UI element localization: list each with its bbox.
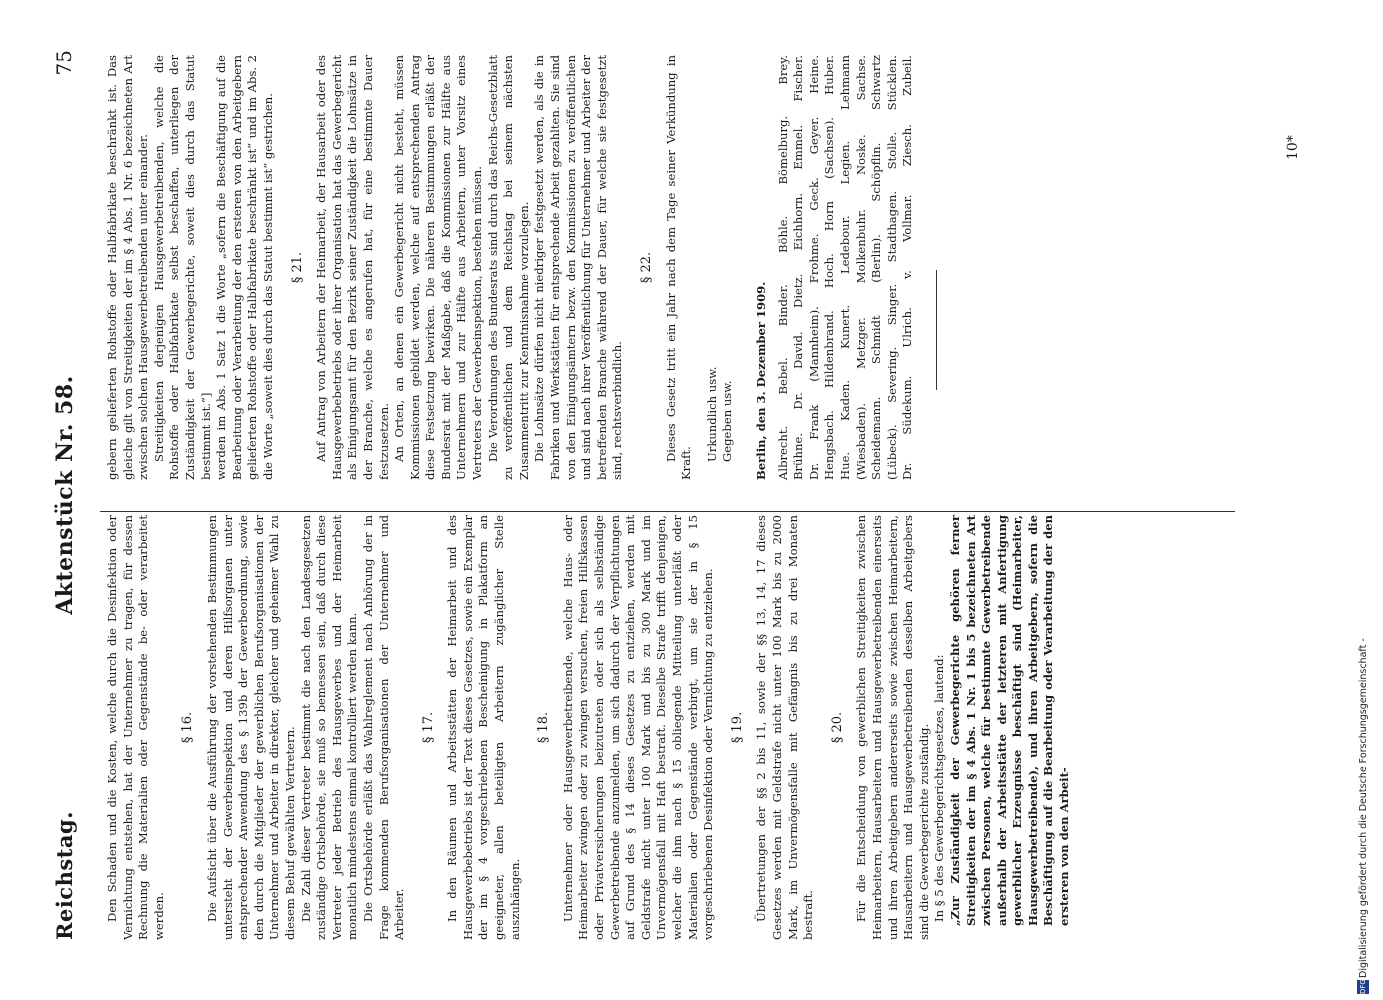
closing-formula: Urkundlich usw. bbox=[704, 366, 719, 462]
quoted-law-text: „Zur Zuständigkeit der Gewerbegerichte gehören ferner Streitigkeiten der im § 4 Abs. 1 Nr. 1 bis 5 bezeichneten Art zwischen Personen, welche für bestimmte Gewerbetreibende außerhalb der Arbeitsstätte der letzteren mit Anfertigung gewerblicher Erzeugnisse beschäftigt sind (Heimarbeiter, Hausgewerbetreibende), und ihren Arbeitgebern, sofern die Beschäftigung auf die Bearbeitung oder Verarbeitung der den ersteren von den Arbeit- bbox=[947, 515, 1072, 926]
paragraph: werden im Abs. 1 Satz 1 die Worte „sofern die Beschäftigung auf die Bearbeitung oder Verarbeitung der den ersteren von den Arbeitgebern gelieferten Rohstoffe oder Halbfabrikate beschränkt ist“ und im Abs. 2 die Worte „soweit dies durch das Statut bestimmt ist“ gestrichen. bbox=[214, 55, 275, 480]
closing-formula: Gegeben usw. bbox=[720, 380, 735, 462]
signer-row: Dr. Frank (Mannheim). Frohme. Geck. Geyer. Heine. bbox=[806, 55, 821, 480]
page-header bbox=[52, 50, 84, 940]
paragraph: Unternehmer oder Hausgewerbetreibende, welche Haus- oder Heimarbeiter zwingen oder zu zwingen versuchen, freien Hilfskassen oder Privatversicherungen beizutreten oder sich als selbständige Gewerbetreibende anzumelden, um sich dadurch der Verpflichtungen auf Grund des § 14 dieses Gesetzes zu entziehen, werden mit Geldstrafe nicht unter 100 Mark und bis zu 300 Mark und im Unvermögensfall mit Haft bestraft. Dieselbe Strafe trifft denjenigen, welcher die ihm nach § 15 obliegende Mitteilung unterläßt oder Materialien oder Gegenstände verbirgt, um sie der in § 15 vorgeschriebenen Desinfektion oder Vernichtung zu entziehen. bbox=[560, 515, 716, 940]
section-heading: § 20. bbox=[829, 711, 845, 744]
paragraph: gebern gelieferten Rohstoffe oder Halbfabrikate beschränkt ist. Das gleiche gilt von Streitigkeiten der im § 4 Abs. 1 Nr. 6 bezeichneten Art zwischen solchen Hausgewerbetreibenden unter einander. bbox=[105, 55, 151, 480]
paragraph: Die Aufsicht über die Ausführung der vorstehenden Bestimmungen untersteht der Gewerbeinspektion und deren Hilfsorganen unter entsprechender Anwendung des § 139b der Gewerbeordnung, sowie den durch die Mitglieder der gewerblichen Berufsorganisationen der Unternehmer und Arbeiter in direkter, gleicher und geheimer Wahl zu diesem Behuf gewählten Vertretern. bbox=[204, 515, 297, 940]
paragraph: Den Schaden und die Kosten, welche durch die Desinfektion oder Vernichtung entstehen, hat der Unternehmer zu tragen, für dessen Rechnung die Materialien oder Gegenstände be- oder verarbeitet werden. bbox=[105, 515, 166, 940]
signer-row: Scheidemann. Schmidt (Berlin). Schöpflin. Schwartz bbox=[869, 55, 884, 480]
paragraph: Die Ortsbehörde erläßt das Wahlreglement nach Anhörung der in Frage kommenden Berufsorganisationen der Unternehmer und Arbeiter. bbox=[360, 515, 407, 940]
signer-row: Dr. Südekum. Ulrich. v. Vollmar. Ziesch. Zubeil. bbox=[900, 55, 915, 480]
signature-mark: 10* bbox=[1285, 135, 1301, 160]
paragraph: Die Zahl dieser Vertreter bestimmt die nach den Landesgesetzen zuständige Ortsbehörde, sie muß so bemessen sein, daß durch diese Vertreter jeder Betrieb des Hausgewerbes und der Heimarbeit monatlich mindestens einmal kontrolliert werden kann. bbox=[298, 515, 360, 940]
paragraph: An Orten, an denen ein Gewerbegericht nicht besteht, müssen Kommissionen gebildet werden, welche auf entsprechenden Antrag diese Festsetzung bewirken. Die näheren Bestimmungen erläßt der Bundesrat mit der Maßgabe, daß die Kommissionen zur Hälfte aus Unternehmern und zur Hälfte aus Arbeitern, unter Vorsitz eines Vertreters der Gewerbeinspektion, bestehen müssen. bbox=[392, 55, 485, 480]
dfg-logo: DFG bbox=[1359, 979, 1367, 994]
paragraph: Streitigkeiten derjenigen Hausgewerbetreibenden, welche die Rohstoffe oder Halbfabrikate selbst beschaffen, unterliegen der Zuständigkeit der Gewerbegerichte, soweit dies durch das Statut bestimmt ist.“] bbox=[151, 55, 213, 480]
paragraph: Die Lohnsätze dürfen nicht niedriger festgesetzt werden, als die in Fabriken und Werkstätten für entsprechende Arbeit gezahlten. Sie sind von den Einigungsämtern bezw. den Kommissionen zu veröffentlichen und sind nach ihrer Veröffentlichung für Unternehmer und Arbeiter der betreffenden Branche während der Dauer, für welche sie festgesetzt sind, rechtsverbindlich. bbox=[532, 55, 625, 480]
section-heading: § 18. bbox=[536, 711, 552, 744]
signer-row: Brühne. Dr. David. Dietz. Eichhorn. Emmel. Fischer. bbox=[791, 55, 806, 480]
signatories bbox=[776, 55, 916, 480]
column-divider bbox=[100, 511, 1235, 512]
column-left bbox=[105, 515, 1073, 940]
signer-row: Hengsbach. Hildenbrand. Hoch. Horn (Sachsen). Huber. bbox=[822, 55, 837, 480]
page-number: 75 bbox=[52, 50, 76, 76]
paragraph: Übertretungen der §§ 2 bis 11, sowie der §§ 13, 14, 17 dieses Gesetzes werden mit Geldstrafe nicht unter 100 Mark bis zu 2000 Mark, im Unvermögensfalle mit Gefängnis bis zu drei Monaten bestraft. bbox=[754, 515, 816, 940]
section-heading: § 17. bbox=[420, 711, 436, 744]
section-heading: § 19. bbox=[729, 711, 745, 744]
paragraph: Auf Antrag von Arbeitern der Heimarbeit, der Hausarbeit oder des Hausgewerbebetriebs oder ihrer Organisation hat das Gewerbegericht als Einigungsamt für den Bezirk seiner Zuständigkeit die Lohnsätze in der Branche, welche es angerufen hat, für eine bestimmte Dauer festzusetzen. bbox=[314, 55, 391, 480]
paragraph: In § 5 des Gewerbegerichtsgesetzes, lautend: bbox=[932, 654, 947, 922]
signer-row: Albrecht. Bebel. Binder. Böhle. Bömelburg. Brey. bbox=[775, 55, 790, 480]
section-heading: § 21. bbox=[289, 251, 305, 284]
signer-row: Hue. Kaden. Kunert. Ledebour. Legien. Lehmann bbox=[837, 55, 852, 480]
header-title: Aktenstück Nr. 58. bbox=[52, 375, 78, 615]
section-heading: § 22. bbox=[639, 251, 654, 284]
paragraph: Für die Entscheidung von gewerblichen Streitigkeiten zwischen Heimarbeitern, Hausarbeitern und Hausgewerbetreibenden einerseits und ihren Arbeitgebern andererseits sowie zwischen Heimarbeitern, Hausarbeitern und Hausgewerbetreibenden desselben Arbeitgebers sind die Gewerbegerichte zuständig. bbox=[854, 515, 931, 940]
paragraph: In den Räumen und Arbeitsstätten der Heimarbeit und des Hausgewerbebetriebs ist der Text dieses Gesetzes, sowie ein Exemplar der im § 4 vorgeschriebenen Bescheinigung in Plakatform an geeigneter, allen beteiligten Arbeitern zugänglicher Stelle auszuhängen. bbox=[445, 515, 522, 940]
end-rule bbox=[936, 270, 937, 390]
date-line: Berlin, den 3. Dezember 1909. bbox=[753, 281, 768, 480]
paragraph: Die Verordnungen des Bundesrats sind durch das Reichs-Gesetzblatt zu veröffentlichen und dem Reichstag bei seinem nächsten Zusammentritt zur Kenntnisnahme vorzulegen. bbox=[485, 55, 531, 480]
signer-row: (Wiesbaden). Metzger. Molkenbuhr. Noske. Sachse. bbox=[853, 55, 868, 480]
column-right bbox=[105, 55, 937, 480]
digitization-note: Digitalisierung gefördert durch die Deutsche Forschungsgemeinschaft - bbox=[1358, 638, 1369, 978]
section-heading: § 16. bbox=[180, 711, 196, 744]
signer-row: (Lübeck). Severing. Singer. Stadthagen. Stolle. Stücklen. bbox=[884, 55, 899, 480]
paragraph: Dieses Gesetz tritt ein Jahr nach dem Tage seiner Verkündung in Kraft. bbox=[663, 55, 694, 480]
header-left: Reichstag. bbox=[52, 811, 77, 940]
